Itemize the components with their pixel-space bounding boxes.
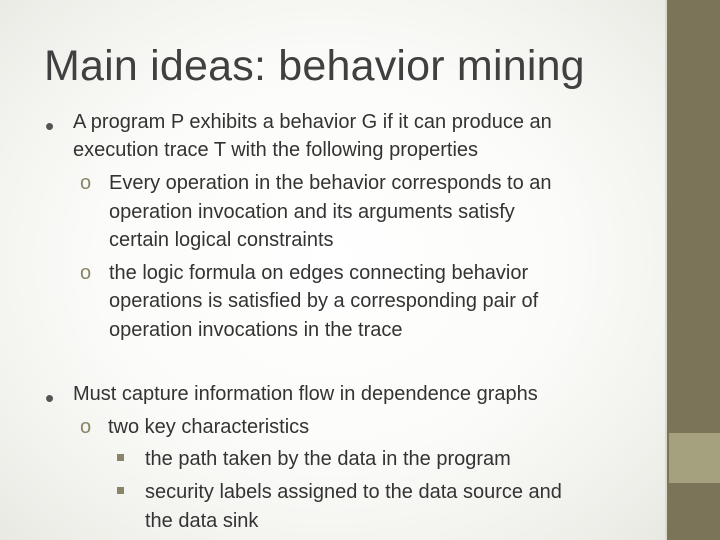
square-bullet-marker (117, 487, 124, 494)
sub-1-2-line-3: operation invocations in the trace (109, 319, 403, 341)
bullet-1-line-2: execution trace T with the following properties (73, 139, 479, 161)
bullet-marker: • (45, 383, 55, 413)
bullet-marker: • (45, 111, 55, 141)
sub-2-1-line-1: two key characteristics (108, 416, 310, 438)
sub-1-1-line-2: operation invocation and its arguments satisfy (109, 201, 515, 223)
sub-bullet-marker: o (80, 416, 92, 438)
sidebar-accent-block (669, 433, 720, 483)
subsub-2-1-2-line-1: security labels assigned to the data source and (145, 481, 562, 503)
slide-title: Main ideas: behavior mining (44, 42, 585, 90)
bullet-1-line-1: A program P exhibits a behavior G if it can produce an (73, 111, 552, 133)
sub-bullet-marker: o (80, 172, 92, 194)
sub-1-1-line-3: certain logical constraints (109, 229, 334, 251)
bullet-2-line-1: Must capture information flow in dependence graphs (73, 383, 538, 405)
subsub-2-1-2-line-2: the data sink (145, 510, 259, 532)
sub-1-2-line-2: operations is satisfied by a corresponding pair of (109, 290, 539, 312)
sub-bullet-marker: o (80, 262, 92, 284)
subsub-2-1-1-line-1: the path taken by the data in the program (145, 448, 511, 470)
sub-1-1-line-1: Every operation in the behavior corresponds to an (109, 172, 552, 194)
sub-1-2-line-1: the logic formula on edges connecting behavior (109, 262, 529, 284)
square-bullet-marker (117, 454, 124, 461)
